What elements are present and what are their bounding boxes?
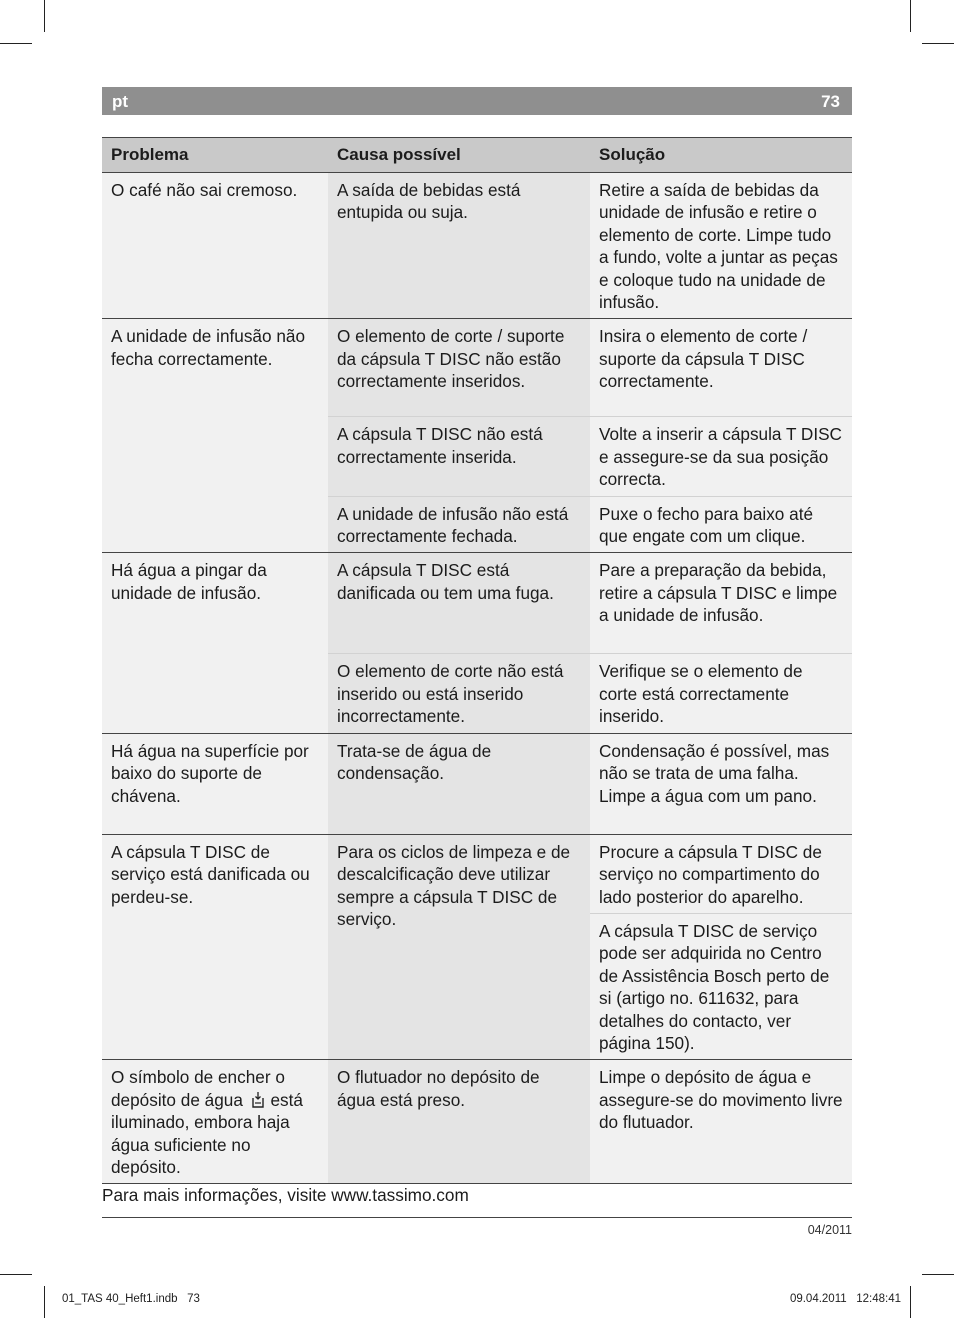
language-code: pt [112,92,129,111]
table-row [102,319,852,417]
footer-divider [102,1217,852,1218]
edition-date: 04/2011 [807,1223,852,1237]
cause-cell: O flutuador no depósito de água está preso. [328,1060,590,1184]
crop-mark [910,0,911,32]
water-tank-fill-icon [250,1091,266,1109]
print-file-slug: 01_TAS 40_Heft1.indb 73 [62,1293,200,1305]
problem-cell: Há água a pingar da unidade de infusão. [102,553,328,733]
problem-cell: A cápsula T DISC de serviço está danificada ou perdeu-se. [102,834,328,1060]
cause-cell: O elemento de corte não está inserido ou está inserido incorrectamente. [328,654,590,733]
table-header-row [102,138,852,173]
solution-cell: Limpe o depósito de água e assegure-se do movimento livre do flutuador. [590,1060,852,1184]
crop-mark [0,1274,32,1275]
table-row [102,553,852,654]
table-row [102,733,852,834]
solution-cell: Condensação é possível, mas não se trata de uma falha. Limpe a água com um pano. [590,733,852,834]
troubleshooting-table [102,137,852,1184]
problem-text: está iluminado, embora haja água suficiente no depósito. [111,1089,303,1177]
problem-text: O símbolo de encher o depósito de água [111,1067,285,1110]
column-header-cause: Causa possível [328,138,590,173]
table-row [102,1060,852,1184]
cause-cell: A cápsula T DISC está danificada ou tem uma fuga. [328,553,590,654]
cause-cell: A cápsula T DISC não está correctamente inserida. [328,417,590,496]
table-row [102,834,852,913]
table-row [102,173,852,319]
crop-mark [910,1286,911,1318]
more-info-text: Para mais informações, visite www.tassimo.com [102,1185,469,1205]
problem-cell [102,1060,328,1184]
solution-cell: A cápsula T DISC de serviço pode ser adquirida no Centro de Assistência Bosch perto de si (artigo no. 611632, para detalhes do contacto, ver página 150). [590,913,852,1059]
problem-cell: O café não sai cremoso. [102,173,328,319]
cause-cell: O elemento de corte / suporte da cápsula T DISC não estão correctamente inseridos. [328,319,590,417]
crop-mark [0,43,32,44]
cause-cell: A unidade de infusão não está correctamente fechada. [328,496,590,553]
solution-cell: Volte a inserir a cápsula T DISC e assegure-se da sua posição correcta. [590,417,852,496]
solution-cell: Insira o elemento de corte / suporte da cápsula T DISC correctamente. [590,319,852,417]
solution-cell: Puxe o fecho para baixo até que engate com um clique. [590,496,852,553]
cause-cell: Para os ciclos de limpeza e de descalcificação deve utilizar sempre a cápsula T DISC de serviço. [328,834,590,1060]
problem-cell: Há água na superfície por baixo do suporte de chávena. [102,733,328,834]
solution-cell: Procure a cápsula T DISC de serviço no compartimento do lado posterior do aparelho. [590,834,852,913]
problem-cell: A unidade de infusão não fecha correctamente. [102,319,328,553]
column-header-problem: Problema [102,138,328,173]
crop-mark [44,0,45,32]
crop-mark [922,43,954,44]
cause-cell: Trata-se de água de condensação. [328,733,590,834]
page-header-bar [102,87,852,115]
print-timestamp-slug: 09.04.2011 12:48:41 [789,1293,901,1305]
column-header-solution: Solução [590,138,852,173]
crop-mark [922,1274,954,1275]
solution-cell: Pare a preparação da bebida, retire a cápsula T DISC e limpe a unidade de infusão. [590,553,852,654]
crop-mark [44,1286,45,1318]
page-number: 73 [821,92,840,111]
solution-cell: Verifique se o elemento de corte está correctamente inserido. [590,654,852,733]
solution-cell: Retire a saída de bebidas da unidade de infusão e retire o elemento de corte. Limpe tudo a fundo, volte a juntar as peças e coloque tudo na unidade de infusão. [590,173,852,319]
cause-cell: A saída de bebidas está entupida ou suja. [328,173,590,319]
